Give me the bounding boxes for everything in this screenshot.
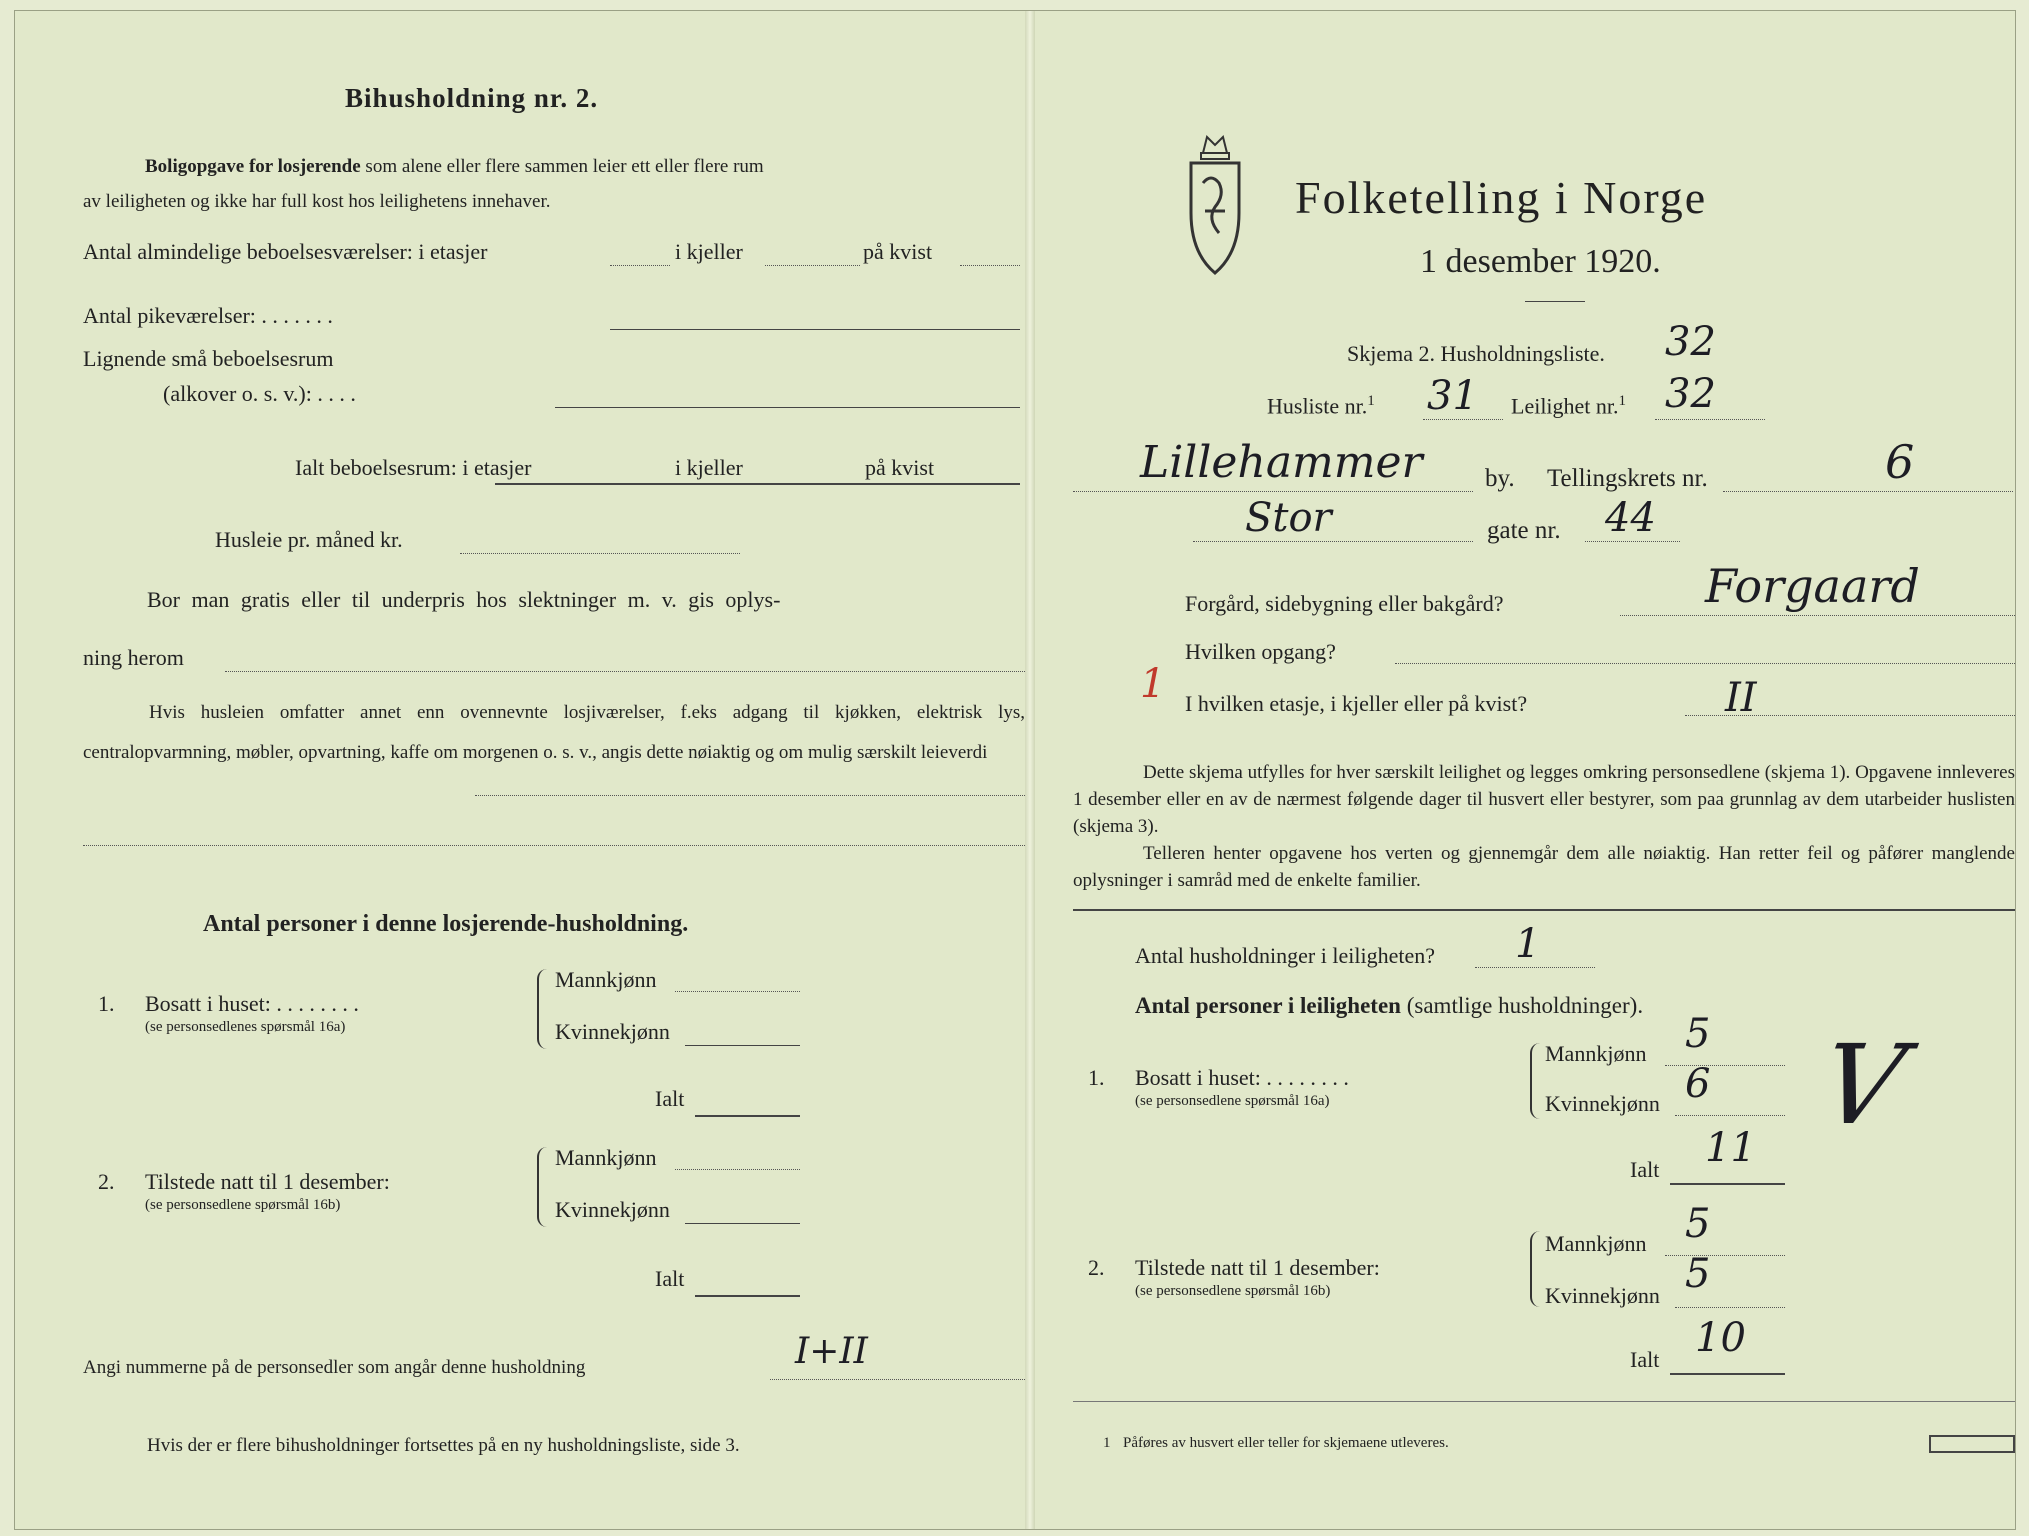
right-q1-female-value-handwritten: 6 [1685,1061,1711,1107]
right-q2-total-value-handwritten: 10 [1695,1315,1746,1361]
rooms-floor-line[interactable] [610,265,670,266]
right-persons-heading: Antal personer i leiligheten (samtlige husholdninger). [1135,993,1644,1018]
numbers-label: Angi nummerne på de personsedler som angår denne husholdning [83,1357,586,1378]
right-q2-male-line[interactable] [1665,1255,1785,1256]
floor-label: I hvilken etasje, i kjeller eller på kvist? [1185,691,1528,716]
right-q2-male: Mannkjønn [1545,1231,1647,1256]
right-q2-female: Kvinnekjønn [1545,1283,1660,1308]
right-q1-male: Mannkjønn [1545,1041,1647,1066]
numbers-line[interactable] [770,1379,1025,1380]
left-q1-note: (se personsedlenes spørsmål 16a) [145,1019,346,1035]
total-rooms-attic: på kvist [865,455,935,480]
intro-bold: Boligopgave for losjerende [145,156,361,177]
instructions-divider [1073,909,2015,911]
right-q2-num: 2. [1088,1255,1105,1280]
entrance-label: Hvilken opgang? [1185,639,1336,664]
street-nr-line[interactable] [1585,541,1680,542]
left-q1-num: 1. [98,991,115,1016]
district-value-handwritten: 6 [1885,435,1915,489]
red-mark-handwritten: 1 [1140,661,1166,707]
left-q2-female-line[interactable] [685,1223,800,1224]
right-q2-total: Ialt [1630,1347,1660,1372]
courtyard-label: Forgård, sidebygning eller bakgård? [1185,591,1504,616]
left-q1-male-line[interactable] [675,991,800,992]
right-q2-female-line[interactable] [1675,1307,1785,1308]
left-page-title: Bihusholdning nr. 2. [345,83,599,113]
entrance-line[interactable] [1395,663,2015,664]
maid-rooms-label: Antal pikeværelser: . . . . . . . [83,303,333,328]
schema-value-handwritten: 32 [1665,319,1716,365]
right-q1-brace [1530,1043,1542,1119]
left-q1-male: Mannkjønn [555,967,657,992]
page-fold [1025,11,1035,1529]
maid-rooms-line[interactable] [610,329,1020,330]
right-q1-female-line[interactable] [1675,1115,1785,1116]
left-q1-female: Kvinnekjønn [555,1019,670,1044]
left-q1-female-line[interactable] [685,1045,800,1046]
floor-value-handwritten: II [1725,675,1757,721]
schema-label: Skjema 2. Husholdningsliste. [1347,341,1605,366]
total-rooms-cellar: i kjeller [675,455,743,480]
right-q1-total-value-handwritten: 11 [1705,1125,1756,1171]
coat-of-arms-icon [1185,123,1245,283]
title-divider [1525,301,1585,302]
free-line-2: ning herom [83,645,184,670]
rooms-attic-label: på kvist [863,239,933,264]
left-q1-brace [537,969,549,1049]
rooms-cellar-line[interactable] [765,265,860,266]
street-nr-value-handwritten: 44 [1605,495,1656,541]
left-q2-total: Ialt [655,1266,685,1291]
census-form-sheet [14,10,2016,1530]
right-q1-total-line[interactable] [1670,1183,1785,1185]
house-list-line[interactable] [1423,419,1503,420]
right-q2-total-line[interactable] [1670,1373,1785,1375]
households-value-handwritten: 1 [1515,921,1541,967]
house-list-value-handwritten: 31 [1427,373,1478,419]
town-line[interactable] [1073,491,1473,492]
right-q1-note: (se personsedlene spørsmål 16a) [1135,1093,1330,1109]
apartment-line[interactable] [1655,419,1765,420]
left-q2-brace [537,1147,549,1227]
courtyard-line[interactable] [1620,615,2015,616]
right-q1-label: Bosatt i huset: . . . . . . . . [1135,1065,1349,1090]
right-q2-female-value-handwritten: 5 [1685,1251,1711,1297]
printer-stamp-icon [1929,1435,2015,1453]
left-q2-label: Tilstede natt til 1 desember: [145,1169,390,1194]
rent-line[interactable] [460,553,740,554]
rooms-label: Antal almindelige beboelsesværelser: i etasjer [83,239,488,264]
instructions-2: Telleren henter opgavene hos verten og gjennemgår dem alle nøiaktig. Han retter feil og påfører manglende oplysninger i samråd med de enkelte familier. [1073,843,2015,891]
right-q1-female: Kvinnekjønn [1545,1091,1660,1116]
total-rooms-label: Ialt beboelsesrum: i etasjer [295,455,532,480]
left-persons-heading: Antal personer i denne losjerende-husholdning. [203,911,689,937]
free-line-1: Bor man gratis eller til underpris hos slektninger m. v. gis oplys- [147,587,781,612]
town-value-handwritten: Lillehammer [1140,437,1423,488]
right-q2-label: Tilstede natt til 1 desember: [1135,1255,1380,1280]
apartment-value-handwritten: 32 [1665,371,1716,417]
left-q2-note: (se personsedlene spørsmål 16b) [145,1197,341,1213]
right-q2-brace [1530,1231,1542,1307]
households-line[interactable] [1475,967,1595,968]
includes-line[interactable] [475,795,1025,796]
right-page [1045,11,2015,1529]
left-q2-female: Kvinnekjønn [555,1197,670,1222]
footnote-mark: 1 [1103,1435,1111,1451]
rooms-attic-line[interactable] [960,265,1020,266]
right-page-title: Folketelling i Norge [1295,172,1708,223]
right-q2-note: (se personsedlene spørsmål 16b) [1135,1283,1331,1299]
left-q1-total: Ialt [655,1086,685,1111]
right-q2-male-value-handwritten: 5 [1685,1201,1711,1247]
footnote-text: Påføres av husvert eller teller for skjemaene utleveres. [1123,1435,1449,1451]
small-rooms-label-2: (alkover o. s. v.): . . . . [163,381,356,406]
town-suffix: by. [1485,465,1515,492]
includes-line-2[interactable] [83,845,1025,846]
left-q2-male: Mannkjønn [555,1145,657,1170]
right-q1-male-line[interactable] [1665,1065,1785,1066]
right-q1-total: Ialt [1630,1157,1660,1182]
house-list-label: Husliste nr.$^1$ [1267,393,1375,419]
left-q1-total-line[interactable] [695,1115,800,1117]
street-value-handwritten: Stor [1245,495,1332,541]
right-q1-num: 1. [1088,1065,1105,1090]
apartment-label: Leilighet nr.$^1$ [1511,393,1627,419]
left-q2-total-line[interactable] [695,1295,800,1297]
intro-rest: som alene eller flere sammen leier ett eller flere rum [365,156,764,177]
rent-label: Husleie pr. måned kr. [215,527,403,552]
includes-text: Hvis husleien omfatter annet enn ovennevnte losjiværelser, f.eks adgang til kjøkken, elektrisk lys, centralopvarmning, møbler, opvartning, kaffe om morgenen o. s. v., angis dette nøiaktig og om mulig særskilt leieverdi [83,702,1025,763]
small-rooms-line[interactable] [555,407,1020,408]
free-answer-line[interactable] [225,671,1025,672]
right-q1-male-value-handwritten: 5 [1685,1011,1711,1057]
total-rooms-line[interactable] [495,483,1020,485]
district-label: Tellingskrets nr. [1547,465,1708,492]
district-line[interactable] [1723,491,2013,492]
left-footer: Hvis der er flere bihusholdninger fortsettes på en ny husholdningsliste, side 3. [147,1435,740,1456]
courtyard-value-handwritten: Forgaard [1705,559,1920,613]
footnote-divider [1073,1401,2015,1402]
street-label: gate nr. [1487,517,1561,544]
small-rooms-label-1: Lignende små beboelsesrum [83,346,334,371]
numbers-value-handwritten: I+II [795,1331,868,1372]
rooms-cellar-label: i kjeller [675,239,743,264]
instructions-1: Dette skjema utfylles for hver særskilt leilighet og legges omkring personsedlene (skjema 1). Opgavene innleveres 1 desember eller en av de nærmest følgende dager til husvert eller bestyrer, som paa grunnlag av dem utarbeider huslisten (skjema 3). [1073,762,2015,837]
left-page [55,11,1025,1529]
census-date: 1 desember 1920. [1420,243,1661,280]
check-mark-handwritten: V [1811,1021,1914,1149]
street-line[interactable] [1193,541,1473,542]
left-q2-num: 2. [98,1169,115,1194]
intro-line2: av leiligheten og ikke har full kost hos leilighetens innehaver. [83,191,551,212]
left-q1-label: Bosatt i huset: . . . . . . . . [145,991,359,1016]
left-q2-male-line[interactable] [675,1169,800,1170]
households-label: Antal husholdninger i leiligheten? [1135,943,1435,968]
